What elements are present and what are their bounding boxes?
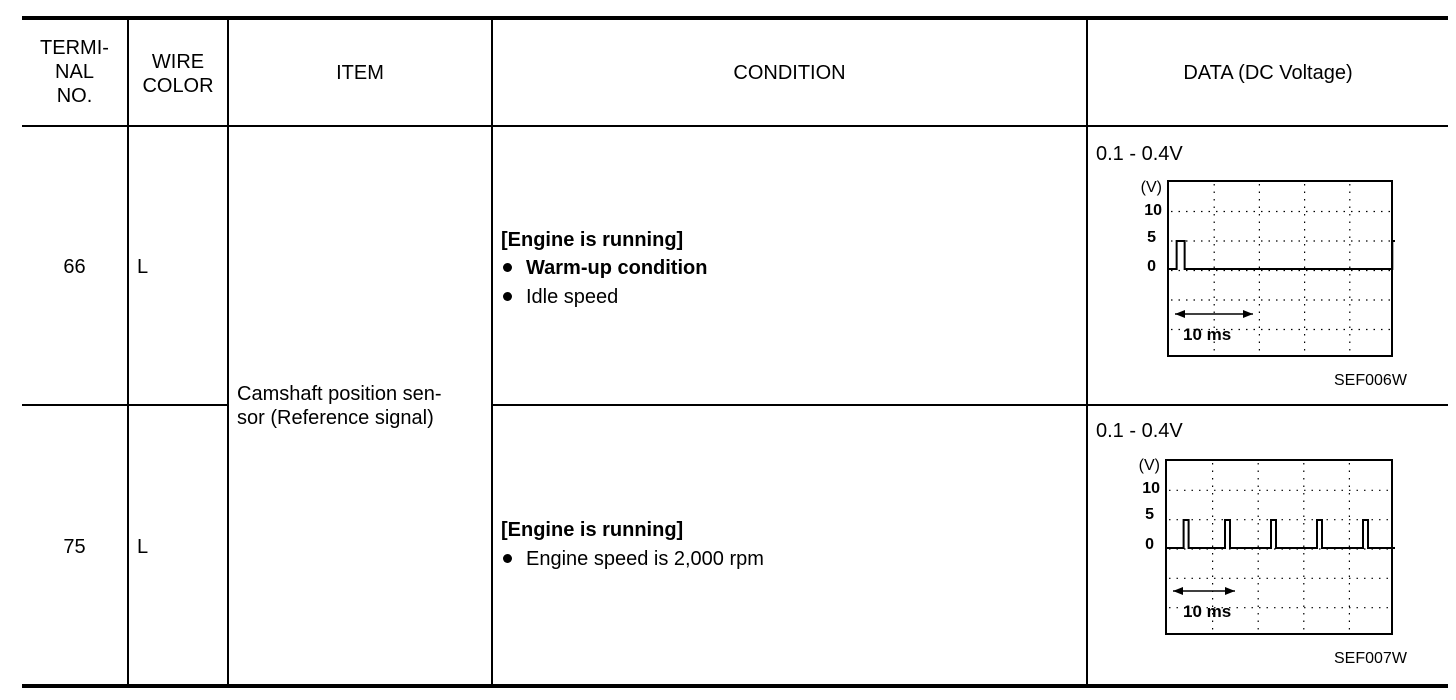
oscilloscope-waveform	[1167, 180, 1393, 357]
table-top-rule	[22, 16, 1448, 20]
condition-title: [Engine is running]	[501, 229, 684, 251]
scope-y-tick: 10	[1142, 480, 1160, 497]
voltage-value: 0.1 - 0.4V	[1096, 143, 1183, 165]
row-divider-left	[22, 404, 228, 406]
col-divider-4	[1086, 18, 1088, 686]
time-scale-label: 10 ms	[1183, 602, 1232, 621]
header-bottom-rule	[22, 125, 1448, 127]
header-terminal-line: TERMI-	[40, 37, 109, 59]
scope-y-tick: 5	[1145, 506, 1154, 523]
col-divider-1	[127, 18, 129, 686]
wire-color-value: L	[137, 536, 149, 558]
row-divider-right	[492, 404, 1448, 406]
item-line: sor (Reference signal)	[237, 407, 434, 429]
header-item: ITEM	[336, 62, 384, 84]
arrow-head	[1243, 310, 1253, 318]
col-divider-2	[227, 18, 229, 686]
condition-bullet-item	[503, 256, 707, 280]
oscilloscope-waveform	[1165, 459, 1393, 635]
table-bottom-rule	[22, 684, 1448, 688]
condition-text: Idle speed	[526, 286, 619, 308]
arrow-head	[1173, 587, 1183, 595]
condition-bullet-item	[503, 285, 618, 309]
header-condition: CONDITION	[733, 62, 846, 84]
condition-text: Engine speed is 2,000 rpm	[526, 548, 764, 570]
bullet-icon	[503, 554, 512, 563]
condition-text: Warm-up condition	[526, 257, 708, 279]
item-description	[237, 382, 442, 430]
header-data: DATA (DC Voltage)	[1183, 62, 1353, 84]
figure-reference: SEF007W	[1334, 650, 1407, 667]
scope-y-unit: (V)	[1140, 179, 1162, 196]
header-wire-color	[129, 50, 227, 98]
voltage-value: 0.1 - 0.4V	[1096, 420, 1183, 442]
waveform-trace	[1167, 520, 1395, 548]
col-divider-3	[491, 18, 493, 686]
arrow-head	[1175, 310, 1185, 318]
scope-y-tick: 10	[1144, 202, 1162, 219]
header-wire-line: WIRE	[151, 51, 205, 73]
figure-reference: SEF006W	[1334, 372, 1407, 389]
wire-color-value: L	[137, 256, 149, 278]
waveform-trace	[1169, 241, 1395, 269]
arrow-head	[1225, 587, 1235, 595]
scope-y-tick: 5	[1147, 229, 1156, 246]
terminal-number: 66	[63, 256, 86, 278]
bullet-icon	[503, 292, 512, 301]
condition-bullet-item	[503, 547, 764, 571]
scope-y-tick: 0	[1147, 258, 1156, 275]
header-wire-line: COLOR	[142, 75, 214, 97]
condition-title: [Engine is running]	[501, 519, 684, 541]
header-terminal-no	[22, 36, 127, 108]
header-terminal-line: NAL	[55, 61, 94, 83]
time-scale-label: 10 ms	[1183, 325, 1232, 344]
item-line: Camshaft position sen-	[237, 383, 442, 405]
header-terminal-line: NO.	[56, 85, 93, 107]
terminal-number: 75	[63, 536, 86, 558]
bullet-icon	[503, 263, 512, 272]
scope-y-unit: (V)	[1138, 457, 1160, 474]
scope-y-tick: 0	[1145, 536, 1154, 553]
